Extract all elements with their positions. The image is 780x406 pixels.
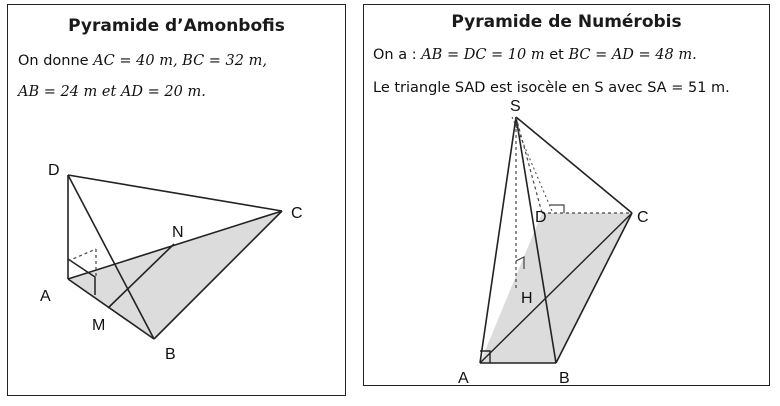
label-N: N [172, 224, 184, 241]
label-S: S [510, 98, 521, 115]
label-D: D [535, 209, 547, 226]
given-math-1: AB = DC = 10 m [421, 47, 545, 63]
label-C: C [291, 205, 303, 222]
figure-numerobis [364, 5, 771, 387]
given-mid: et [544, 47, 569, 63]
label-B: B [559, 370, 570, 387]
edge-SC [516, 117, 632, 213]
given-line-2: Le triangle SAD est isocèle en S avec SA = 51 m. [373, 80, 730, 96]
label-A: A [40, 288, 51, 305]
label-M: M [92, 317, 106, 334]
panel-numerobis [363, 4, 770, 386]
given-math-2: AB = 24 m et AD = 20 m. [18, 84, 206, 100]
label-C: C [637, 209, 649, 226]
label-H: H [521, 290, 533, 307]
hidden-edge-1 [68, 249, 96, 261]
title-numerobis: Pyramide de Numérobis [451, 12, 682, 32]
label-D: D [48, 162, 60, 179]
panel-amonbofis [7, 4, 346, 396]
given-math-1: AC = 40 m, BC = 32 m, [93, 53, 267, 69]
label-B: B [165, 346, 176, 363]
edge-DC [68, 175, 282, 211]
given-prefix: On a : [373, 47, 422, 63]
title-amonbofis: Pyramide d’Amonbofis [68, 16, 285, 36]
given-prefix: On donne [18, 53, 94, 69]
label-A: A [458, 370, 469, 387]
given-math-2: BC = AD = 48 m. [568, 47, 697, 63]
figure-amonbofis [8, 5, 347, 397]
right-angle-mark-D [550, 205, 564, 213]
